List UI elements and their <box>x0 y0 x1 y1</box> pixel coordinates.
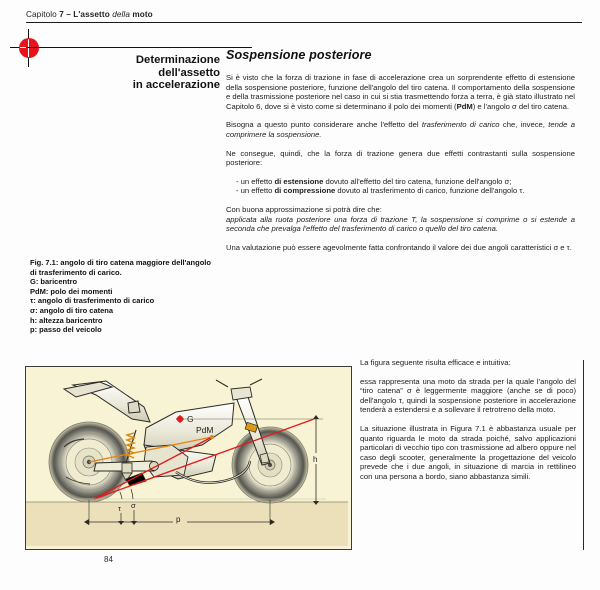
chapter-number: 7 <box>59 10 64 19</box>
right-text-column <box>360 358 576 491</box>
right-paragraph-3: La situazione illustrata in Figura 7.1 è abbastanza usuale per quanto riguarda le moto da strada poiché, salvo applicazioni particolari di vecchio tipo con trasmissione ad albero oppure nel caso degli scooter, generalmente la progettazione del veicolo prevede che i due angoli, in situazione di marcia in rettilineo con una persona a bordo, siano abbastanza simili. <box>360 423 576 481</box>
body-paragraph-2: Bisogna a questo punto considerare anche l'effetto del trasferimento di carico che, invece, tende a comprimere la sospensione. <box>226 120 575 139</box>
label-sigma: σ <box>131 501 136 510</box>
label-h: h <box>313 455 318 464</box>
margin-rule <box>26 47 252 48</box>
margin-heading <box>64 54 220 92</box>
bullet-item-extension: - un effetto di estensione dovuto all'effetto del tiro catena, funzione dell'angolo σ; <box>236 176 512 186</box>
label-p: p <box>176 515 181 524</box>
load-transfer-italic: trasferimento di carico <box>421 120 500 130</box>
running-head-title-part1: L'assetto <box>73 10 113 19</box>
margin-heading-line-1: Determinazione <box>135 54 220 66</box>
legend-item-p: p: passo del veicolo <box>30 325 102 335</box>
running-head-title-part2: moto <box>130 10 153 19</box>
running-head-dash: – <box>63 10 74 19</box>
paragraph-1-text: Si è visto che la forza di trazione in fase di accelerazione crea un sorprendente effetto di estensione della sospensione posteriore, funzione dell'angolo del tiro catena. Il comportamento della sospensione e della trasmissione posteriore nel caso in cui si stia trasmettendo forza a terra, è già stato illustrato nel Capitolo 6, dove si è visto come si determinano il polo dei momenti ( <box>226 73 575 111</box>
legend-item-sigma: σ: angolo di tiro catena <box>30 305 114 315</box>
compress-italic: tende a comprimere la sospensione. <box>226 120 575 139</box>
running-head-title-italic: della <box>112 10 130 19</box>
label-g: G <box>187 414 194 424</box>
motorcycle-geometry-figure <box>25 366 352 550</box>
body-paragraph-3: Ne consegue, quindi, che la forza di trazione genera due effetti contrastanti sulla sospensione posteriore: <box>226 148 575 168</box>
main-text-column <box>226 48 575 261</box>
front-caliper <box>260 453 269 463</box>
approximation-italic: applicata alla ruota posteriore una forza di trazione T, la sospensione si comprime o si estende a seconda che prevalga l'effetto del trasferimento di carico o quello del tiro catena. <box>226 214 575 234</box>
section-title: Sospensione posteriore <box>226 48 372 62</box>
column-divider <box>583 360 584 550</box>
header-rule <box>26 22 582 23</box>
figure-svg <box>26 367 348 546</box>
figure-caption-title: Fig. 7.1: angolo di tiro catena maggiore dell'angolo di trasferimento di carico. <box>30 258 211 277</box>
front-wheel <box>232 427 308 503</box>
page-number: 84 <box>104 555 113 564</box>
pdm-marker <box>210 435 214 439</box>
legend-item-g: G: baricentro <box>30 277 78 287</box>
margin-heading-line-3: in accelerazione <box>132 79 220 92</box>
pdm-inline-label: PdM <box>456 101 473 111</box>
figure-caption-block <box>30 258 216 335</box>
legend-item-tau: τ: angolo di trasferimento di carico <box>30 296 155 306</box>
running-head-prefix: Capitolo <box>26 10 60 19</box>
legend-item-pdm: PdM: polo dei momenti <box>30 286 113 296</box>
margin-heading-line-2: dell'assetto <box>158 66 220 79</box>
label-tau: τ <box>118 504 121 513</box>
body-paragraph-4: Con buona approssimazione si potrà dire che: <box>226 204 382 214</box>
right-paragraph-1: La figura seguente risulta efficace e intuitiva: <box>360 358 511 367</box>
bullet-item-compression: - un effetto di compressione dovuto al trasferimento di carico, funzione dell'angolo τ. <box>236 186 525 196</box>
label-pdm: PdM <box>196 425 214 435</box>
effects-bullet-list <box>226 177 575 196</box>
legend-item-h: h: altezza baricentro <box>30 315 103 325</box>
body-paragraph-1: Si è visto che la forza di trazione in fase di accelerazione crea un sorprendente effetto di estensione della sospensione posteriore, funzione dell'angolo del tiro catena. Il comportamento della sospensione e della trasmissione posteriore nel caso in cui si stia trasmettendo forza a terra, è già stato illustrato nel Capitolo 6, dove si è visto come si determinano il polo dei momenti (PdM) e l'angolo σ del tiro catena. <box>226 73 575 111</box>
body-paragraph-6: Una valutazione può essere agevolmente fatta confrontando il valore dei due angoli caratteristici σ e τ. <box>226 242 572 252</box>
body-paragraph-5 <box>226 215 575 234</box>
running-head <box>26 10 574 19</box>
right-paragraph-2: essa rappresenta una moto da strada per la quale l'angolo del “tiro catena” σ è leggermente maggiore (anche se di poco) dell'angolo τ, quindi la sospensione posteriore in accelerazione tenderà a estendersi e a sollevare il retrotreno della moto. <box>360 376 576 415</box>
